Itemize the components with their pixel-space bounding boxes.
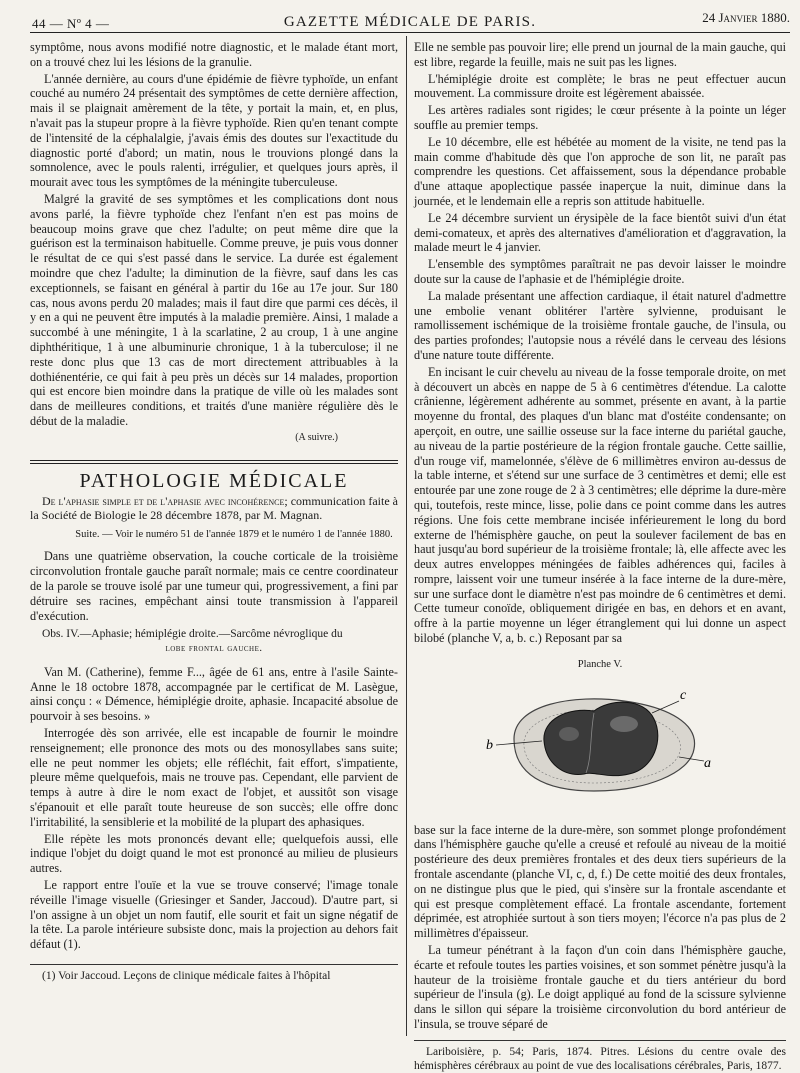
paragraph: symptôme, nous avons modifié notre diagnostic, et le malade étant mort, on a trouvé chez lui les lésions de la granulie. (30, 40, 398, 69)
journal-title: GAZETTE MÉDICALE DE PARIS. (283, 14, 537, 30)
paragraph: Dans une quatrième observation, la couche corticale de la troisième circonvolution frontale gauche paraît normale; mais ce centre coordinateur de la parole se trouve isolé par une tumeur qui, progressivement, a fini par détruire ses racines, empêchant ainsi toute transmission à l'appareil d'exécution. (30, 549, 398, 623)
paragraph: En incisant le cuir chevelu au niveau de la fosse temporale droite, on met à découvert un abcès en nappe de 5 à 6 centimètres d'étendue. La calotte crânienne, légèrement adhérente au sommet, présente en avant, à la partie moyenne du frontal, des plaques d'un blanc mat d'ostéite condensante; on aperçoit, en outre, une saillie osseuse sur la face interne du pariétal gauche, au niveau de la partie postérieure de la région frontale gauche. Cette saillie, d'un rouge vif, mamelonnée, s'élève de 6 millimètres environ au-dessus de la table interne, et s'étend sur une surface de 3 centimètres et demi; elle est entourée par une zone rouge de 2 à 3 centimètres; elle déprime la dure-mère qui, toutefois, reste mince, lisse, polie dans ce point comme dans les autres régions. Une fois cette membrane incisée inférieurement le long du bord externe de l'hémisphère gauche, on peut la soulever facilement de bas en haut jusqu'au bord supérieur de la troisième frontale; là, elle affecte avec les deux autres enveloppes méningées de faibles adhérences qui, faciles à rompre, laissent voir une tumeur insérée à la face interne de la dure-mère, sur une surface dont le diamètre n'est pas moindre de 6 centimètres et demi. Cette tumeur conoïde, obliquement dirigée en bas, en dehors et en avant, offre à la partie moyenne un léger étranglement qui lui donne un aspect bilobé (planche V, a, b. c.) Reposant par sa (414, 364, 786, 646)
paragraph: Elle répète les mots prononcés devant elle; quelquefois aussi, elle indique l'objet du doigt quand le mot est prononcé au milieu de plusieurs autres. (30, 831, 398, 876)
column-divider (406, 36, 407, 1036)
label-c: c (680, 687, 687, 703)
paragraph: Les artères radiales sont rigides; le cœur présente à la pointe un léger souffle au premier temps. (414, 103, 786, 132)
plate-caption: Planche V. (577, 658, 623, 670)
page-header (30, 6, 790, 33)
footnote-rule (414, 1040, 786, 1041)
footnote: (1) Voir Jaccoud. Leçons de clinique médicale faites à l'hôpital (42, 970, 331, 983)
footnote-continued: Lariboisière, p. 54; Paris, 1874. Pitres. Lésions du centre ovale des hémisphères cérébraux au point de vue des localisations cérébrales, Paris, 1877. (414, 1045, 786, 1072)
issue-date: 24 Janvier 1880. (702, 10, 790, 25)
right-column (414, 40, 786, 1073)
section-title: PATHOLOGIE MÉDICALE (79, 469, 349, 492)
footnote-rule (30, 964, 398, 965)
paragraph: L'ensemble des symptômes paraîtrait ne pas devoir laisser le moindre doute sur la cause de l'aphasie et de l'hémiplégie droite. (414, 257, 786, 286)
article-title-rest: communication faite à la Société de Biologie le 28 décembre 1878, par M. Magnan. (30, 494, 399, 523)
paragraph: L'année dernière, au cours d'une épidémie de fièvre typhoïde, un enfant couché au numéro 24 présentait des symptômes de cette dernière affection, mais il se plaignait amèrement de la tête, y portait la main, et, en plus, n'avait pas la stupeur propre à la fièvre typhoïde. Rien qu'en tenant compte de l'intensité de la céphalalgie, j'avais émis des doutes sur l'exactitude du diagnostic porté d'abord; un matin, nous le trouvions plongé dans la somnolence, avec le pouls ralenti, irrégulier, et quelques jours après, il mourait avec tous les symptômes de la méningite tuberculeuse. (30, 71, 398, 190)
observation-subtitle: lobe frontal gauche. (165, 643, 263, 655)
paragraph: Le rapport entre l'ouïe et la vue se trouve conservé; l'image tonale réveille l'image visuelle (Griesinger et Sander, Jaccoud). D'autre part, si l'on assigne à un objet un nom fautif, elle sourit et fait un signe négatif de la tête. La parole intérieure subsiste donc, mais la projection au dehors fait défaut (1). (30, 878, 398, 952)
tumor-illustration (486, 679, 714, 809)
label-a: a (704, 755, 711, 771)
section-rule (30, 460, 398, 464)
paragraph: Van M. (Catherine), femme F..., âgée de 61 ans, entre à l'asile Sainte-Anne le 18 octobre 1878, accompagnée par le certificat de M. Lasègue, ainsi conçu : « Démence, hémiplégie droite, aphasie. Incapacité absolue de pourvoir à ses besoins. » (30, 664, 398, 724)
paragraph: Malgré la gravité de ses symptômes et les complications dont nous avons parlé, la fièvre typhoïde chez l'enfant n'en est pas moins de beaucoup moins grave que chez l'adulte; on peut même dire que la guérison est la terminaison habituelle. Comme preuve, je puis vous donner le résultat de ce qui s'est passé dans le service. La durée est également moindre que chez l'adulte; la diminution de la fièvre, sauf dans les cas exceptionnels, se faisant en général à partir du 16e au 17e jour. Sur 180 cas, nous avons perdu 20 malades; mais il faut dire que parmi ces décès, il y en a qui ne peuvent être imputés à la maladie première. Ainsi, 1 malade a succombé à une méningite, 1 à la scarlatine, 2 au croup, 1 à une angine diphthéritique, 1 à une albuminurie chronique, 1 à la tuberculose; il ne reste donc plus que 13 cas de mort directement attribuables à la dothiénentérie, ce qui fait à peu près un décès sur 14 malades, proportion qui est encore bien moindre dans la pratique de ville où les malades sont dans de meilleures conditions, et traités d'une manière régulière dès le début de la maladie. (30, 191, 398, 428)
paragraph: La malade présentant une affection cardiaque, il était naturel d'admettre une embolie venant oblitérer l'artère sylvienne, produisant le ramollissement ischémique de la troisième frontale gauche, de l'insula, ou des parties profondes; l'autopsie nous a révélé dans le cerveau des lésions d'une nature toute différente. (414, 288, 786, 362)
label-b: b (486, 737, 493, 753)
paragraph: base sur la face interne de la dure-mère, son sommet plonge profondément dans l'hémisphère gauche qu'elle a creusé et refoulé au niveau de la moitié postérieure des deux premières frontales et des deux tiers supérieurs de la frontale ascendante (planche VI, c, d, f.) De cette moitié des deux frontales, on ne distingue plus que le pied, qui s'insère sur la frontale ascendante et qui est presque complètement effacé. La frontale ascendante, fortement déprimée, est atrophiée surtout à son tiers moyen; l'écorce n'a pas plus de 2 millimètres d'épaisseur. (414, 822, 786, 941)
paragraph: Interrogée dès son arrivée, elle est incapable de fournir le moindre renseignement; elle prononce des mots ou des monosyllabes sans suite; elle ne peut nommer les objets; elle réfléchit, fait effort, s'impatiente, pleure même quelquefois, mais ne trouve pas. Cependant, elle parvient de temps à autre à dire le nom exact de l'objet, et aussitôt son visage s'épanouit et elle paraît toute heureuse de son succès; elle offre donc l'irritabilité, la sensiblerie et la mobilité de la plupart des aphasiques. (30, 726, 398, 829)
article-title (30, 494, 398, 522)
paragraph: L'hémiplégie droite est complète; le bras ne peut effectuer aucun mouvement. La commissure droite est légèrement abaissée. (414, 71, 786, 101)
paragraph: Elle ne semble pas pouvoir lire; elle prend un journal de la main gauche, qui est libre, regarde la feuille, mais ne suit pas les lignes. (414, 40, 786, 69)
observation-title: Obs. IV.—Aphasie; hémiplégie droite.—Sarcôme névroglique du (42, 628, 343, 641)
page-number: 44 — Nº 4 — (32, 16, 110, 31)
paragraph: Le 24 décembre survient un érysipèle de la face bientôt suivi d'un état demi-comateux, et après des alternatives d'amélioration et d'aggravation, la malade meurt le 4 janvier. (414, 210, 786, 255)
article-title-subject: De l'aphasie simple et de l'aphasie avec incohérence; (42, 494, 288, 509)
paragraph: La tumeur pénétrant à la façon d'un coin dans l'hémisphère gauche, écarte et refoule toutes les parties voisines, et son sommet pénètre jusqu'à la hauteur de la troisième frontale gauche et du tiers antérieur du bord supérieur de l'insula (g). Le doigt appliqué au fond de la scissure sylvienne dans le sillon qui sépare la troisième circonvolution du bord antérieur de l'insula, se trouve séparé de (414, 943, 786, 1032)
paragraph: Le 10 décembre, elle est hébétée au moment de la visite, ne tend pas la main comme d'habitude dès que l'on approche de son lit, ne paraît pas comprendre les questions. Cet affaissement, sous la dépendance probable d'une attaque apoplectique passée inaperçue la nuit, diminue dans la journée, et le lendemain elle a repris son attitude habituelle. (414, 134, 786, 208)
plate-figure (414, 679, 786, 819)
left-column (30, 40, 398, 983)
suite-note: Suite. — Voir le numéro 51 de l'année 1879 et le numéro 1 de l'année 1880. (75, 529, 393, 541)
to-be-continued: (A suivre.) (295, 431, 338, 443)
